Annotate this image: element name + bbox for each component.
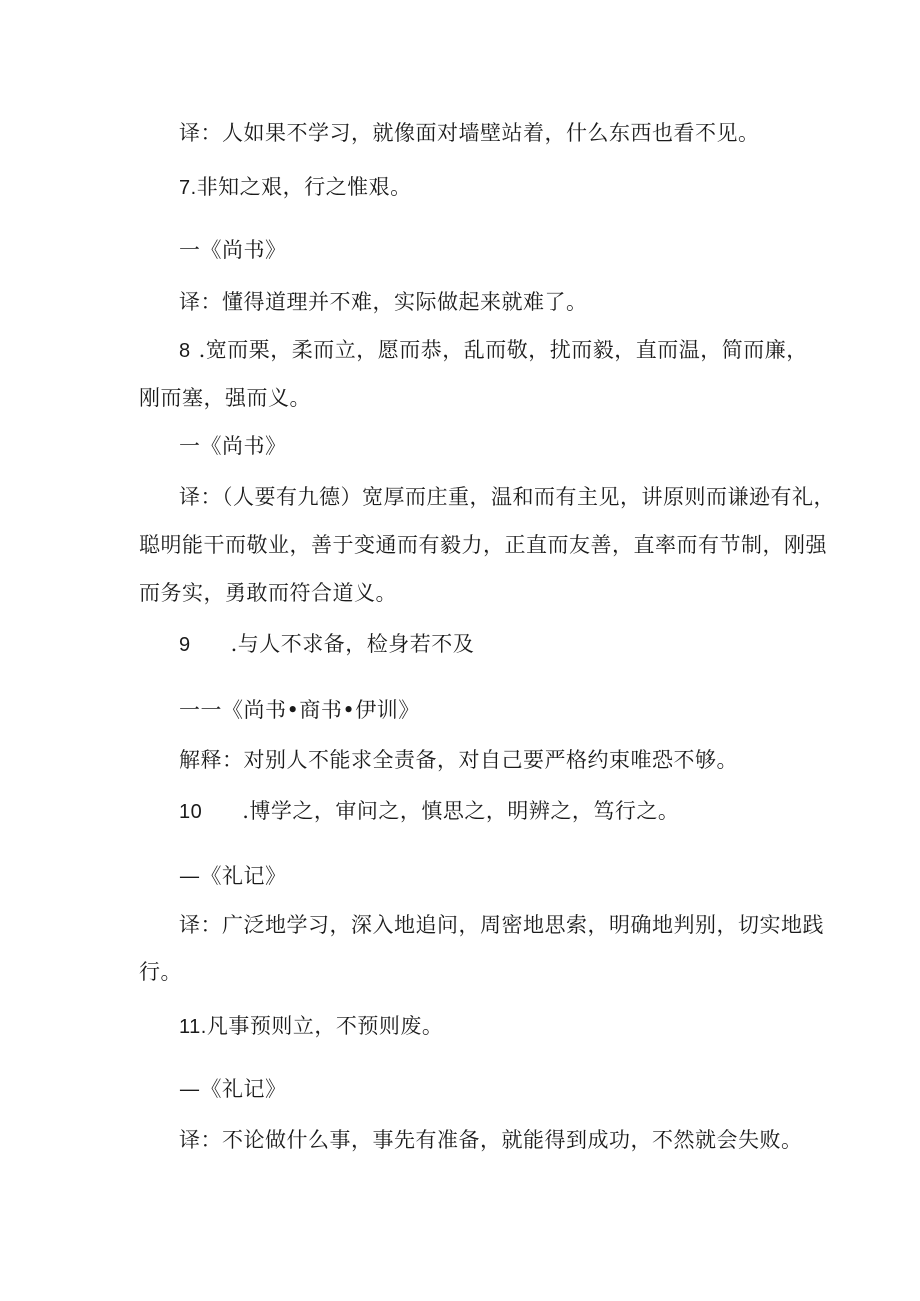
translation-line xyxy=(179,119,760,147)
quote-number: 9 xyxy=(179,634,191,656)
quote-number: 10 xyxy=(179,801,203,823)
line-text: 译：懂得道理并不难，实际做起来就难了。 xyxy=(179,290,588,314)
line-text: 刚而塞，强而义。 xyxy=(139,386,311,410)
line-text: 聪明能干而敬业，善于变通而有毅力，正直而友善，直率而有节制，刚强 xyxy=(139,533,827,557)
quote-text: .博学之，审问之，慎思之，明辨之，笃行之。 xyxy=(242,799,680,823)
quote-heading xyxy=(179,630,474,659)
line-text: 译：人如果不学习，就像面对墙壁站着，什么东西也看不见。 xyxy=(179,121,760,145)
line-text: 一一《尚书•商书•伊训》 xyxy=(179,698,420,722)
source-citation xyxy=(179,1075,287,1103)
line-text: 译：广泛地学习，深入地追问，周密地思索，明确地判别，切实地践 xyxy=(179,913,824,937)
quote-text: 凡事预则立，不预则废。 xyxy=(206,1014,444,1038)
quote-text: .宽而栗，柔而立，愿而恭，乱而敬，扰而毅，直而温，简而廉， xyxy=(198,338,808,362)
translation-line xyxy=(179,911,824,939)
quote-heading xyxy=(179,173,412,202)
line-text: 译：不论做什么事，事先有准备，就能得到成功，不然就会失败。 xyxy=(179,1128,803,1152)
translation-line xyxy=(139,958,182,986)
quote-number: 8 xyxy=(179,340,191,362)
line-text: 译：（人要有九德）宽厚而庄重，温和而有主见，讲原则而谦逊有礼， xyxy=(179,485,835,509)
quote-continuation xyxy=(139,384,311,412)
line-text: 一《尚书》 xyxy=(179,238,287,262)
translation-line xyxy=(139,531,827,559)
translation-line xyxy=(139,579,397,607)
quote-heading xyxy=(179,336,808,365)
quote-heading xyxy=(179,797,679,826)
line-text: —《礼记》 xyxy=(179,864,287,888)
quote-text: 非知之艰，行之惟艰。 xyxy=(196,175,412,199)
line-text: 而务实，勇敢而符合道义。 xyxy=(139,581,397,605)
quote-text: .与人不求备，检身若不及 xyxy=(230,632,475,656)
translation-line xyxy=(179,1126,803,1154)
quote-heading xyxy=(179,1012,443,1041)
line-text: 一《尚书》 xyxy=(179,434,287,458)
source-citation xyxy=(179,236,287,264)
translation-line xyxy=(179,483,835,511)
line-text: 行。 xyxy=(139,960,182,984)
translation-line xyxy=(179,288,588,316)
source-citation xyxy=(179,862,287,890)
source-citation xyxy=(179,696,420,724)
line-text: 解释：对别人不能求全责备，对自己要严格约束唯恐不够。 xyxy=(179,748,738,772)
quote-number: 7. xyxy=(179,177,197,199)
quote-number: 11. xyxy=(179,1016,207,1038)
explanation-line xyxy=(179,746,738,774)
source-citation xyxy=(179,432,287,460)
line-text: —《礼记》 xyxy=(179,1077,287,1101)
